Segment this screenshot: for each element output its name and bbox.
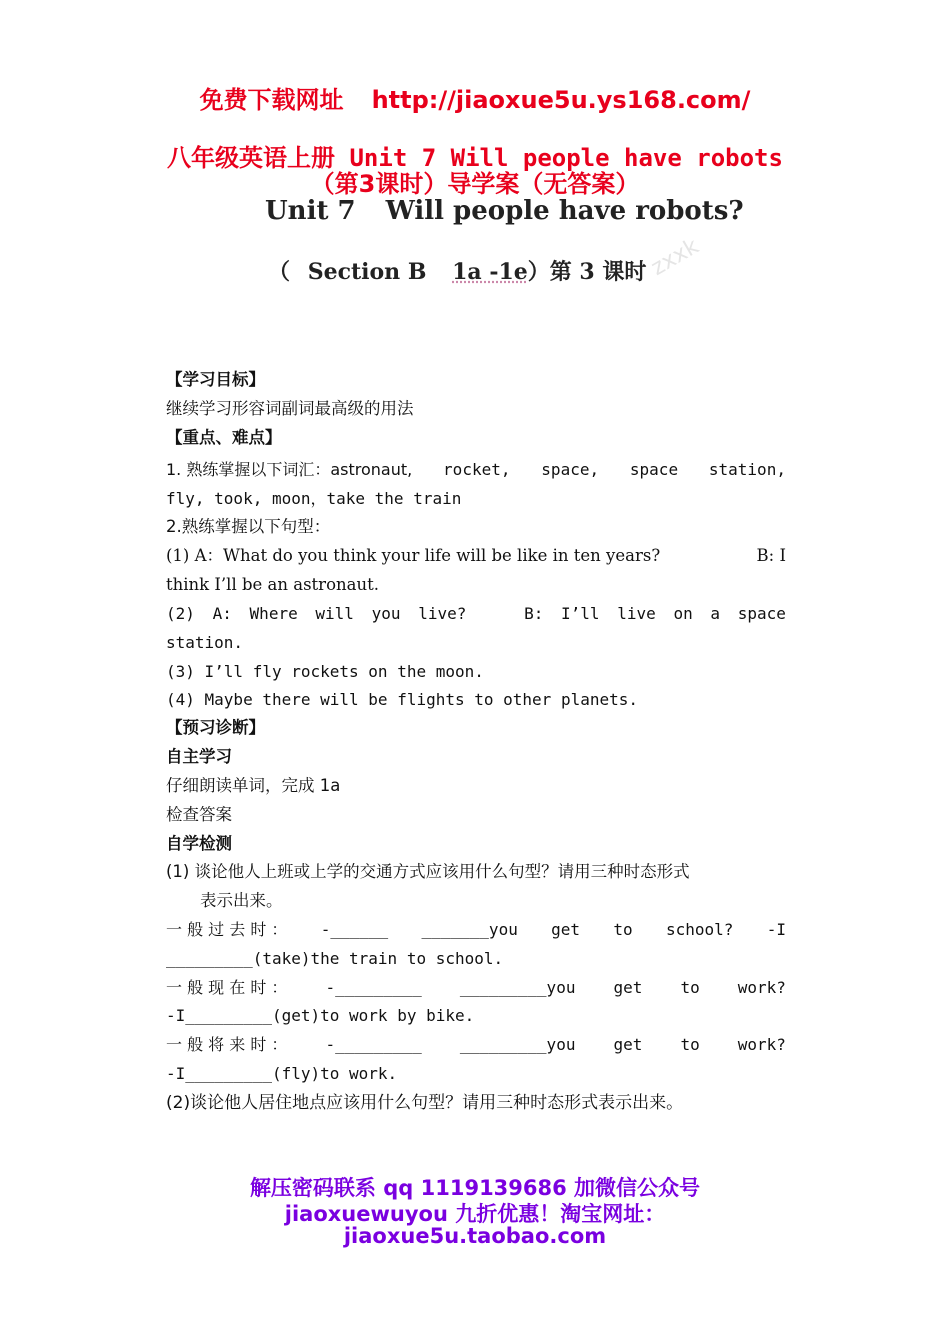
question-1: (1) 谈论他人上班或上学的交通方式应该用什么句型？请用三种时态形式: [166, 862, 690, 881]
sentence-3: (3) I’ll fly rockets on the moon.: [166, 662, 484, 681]
goal-heading: 【学习目标】: [166, 370, 265, 389]
key-line-1: 1. 熟练掌握以下词汇：astronaut, rocket, space, space station,: [166, 460, 786, 479]
self-test-heading: 自学检测: [166, 834, 232, 853]
preview-heading: 【预习诊断】: [166, 718, 265, 737]
future-tense-line-b: -I_________(fly)to work.: [166, 1064, 398, 1083]
past-tense-line-b: _________(take)the train to school.: [166, 949, 504, 968]
unit-number: Unit 7: [265, 196, 356, 226]
section-heading: （ Section B 1a -1e）第 3 课时: [268, 259, 647, 285]
sentence-4: (4) Maybe there will be flights to other planets.: [166, 690, 639, 709]
lesson-label: ）第 3 课时: [527, 259, 647, 285]
sentence-1: (1) A：What do you think your life will be like in ten years? B: I: [166, 546, 786, 565]
future-tense-line: 一 般 将 来 时 ： -_________ _________you get to work?: [166, 1035, 786, 1054]
banner-url-link[interactable]: http://jiaoxue5u.ys168.com/: [371, 86, 751, 114]
question-1b: 表示出来。: [200, 891, 283, 910]
key-heading: 【重点、难点】: [166, 428, 282, 447]
self-study-1: 仔细朗读单词，完成 1a: [166, 776, 341, 795]
sentence-1b: think I’ll be an astronaut.: [166, 575, 379, 594]
sentence-2: (2) A: Where will you live? B: I’ll live on a space: [166, 604, 786, 623]
footer-line-1: 解压密码联系 qq 1119139686 加微信公众号: [249, 1176, 701, 1200]
section-name: Section B: [307, 259, 427, 285]
self-study-heading: 自主学习: [166, 747, 232, 766]
footer-line-2: jiaoxuewuyou 九折优惠！淘宝网址：: [284, 1202, 666, 1226]
present-tense-line-b: -I_________(get)to work by bike.: [166, 1006, 475, 1025]
self-study-2: 检查答案: [166, 805, 232, 824]
key-line-1b: fly, took, moon，take the train: [166, 489, 462, 508]
unit-title: Will people have robots?: [385, 196, 744, 226]
sentence-2b: station.: [166, 633, 244, 652]
download-banner: [0, 80, 950, 115]
question-2: (2)谈论他人居住地点应该用什么句型？请用三种时态形式表示出来。: [166, 1093, 684, 1113]
footer-taobao-link[interactable]: jiaoxue5u.taobao.com: [343, 1224, 607, 1248]
unit-heading: [265, 196, 744, 226]
banner-label: 免费下载网址: [199, 86, 344, 114]
doc-title-line1: 八年级英语上册 Unit 7 Will people have robots: [167, 144, 783, 172]
past-tense-line: 一 般 过 去 时 ： -______ _______you get to school? -I: [166, 920, 786, 939]
watermark: zxxk: [647, 234, 704, 281]
key-line-2: 2.熟练掌握以下句型：: [166, 517, 331, 536]
goal-text: 继续学习形容词副词最高级的用法: [166, 399, 414, 418]
section-range: 1a -1e: [452, 259, 528, 285]
present-tense-line: 一 般 现 在 时 ： -_________ _________you get to work?: [166, 978, 786, 997]
doc-title-line2: （第3课时）导学案（无答案）: [310, 170, 640, 198]
